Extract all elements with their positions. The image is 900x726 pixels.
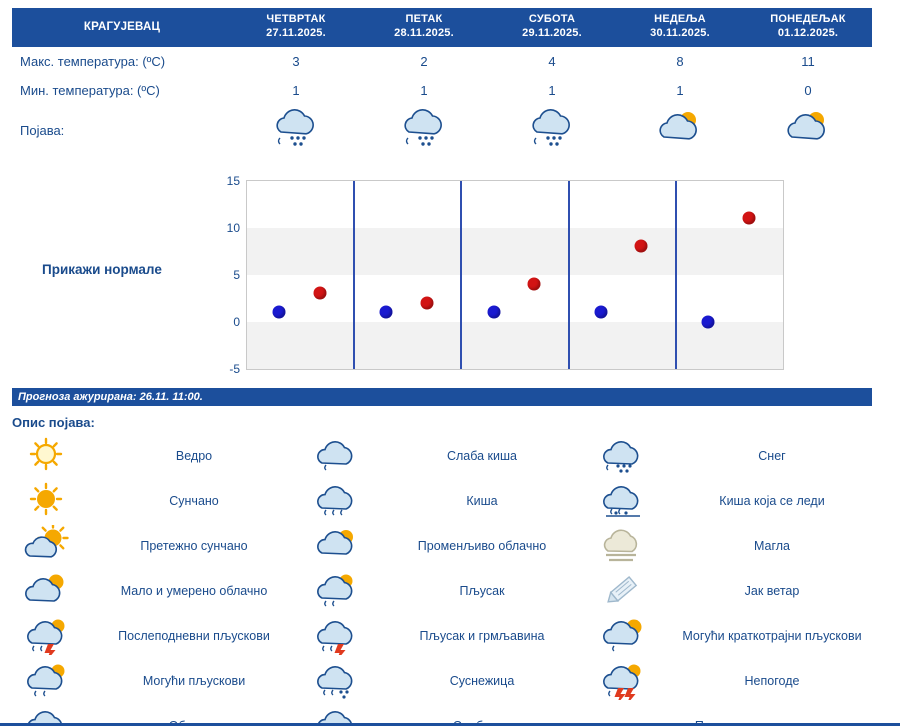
rain-icon bbox=[302, 479, 374, 524]
legend-item-label: Снег bbox=[758, 449, 786, 463]
min-temp-point bbox=[273, 306, 286, 319]
chart-day-separator bbox=[675, 181, 677, 369]
day-date-3: 30.11.2025. bbox=[650, 26, 710, 39]
legend-item-label: Послеподневни пљускови bbox=[118, 629, 270, 643]
table-header-row bbox=[12, 8, 872, 47]
day-header-1 bbox=[360, 8, 488, 47]
y-axis-tick: -5 bbox=[229, 361, 240, 376]
max-temp-1: 2 bbox=[420, 53, 428, 69]
freezing-rain-icon bbox=[588, 479, 660, 524]
clear-icon bbox=[12, 434, 84, 479]
chart-plot-area bbox=[226, 173, 784, 376]
legend-item-label: Киша која се леди bbox=[719, 494, 825, 508]
possible-showers-icon bbox=[12, 659, 84, 704]
min-temp-point bbox=[594, 306, 607, 319]
snow-icon bbox=[523, 107, 581, 151]
max-temp-label: Макс. температура: (ºC) bbox=[20, 53, 166, 69]
chart-day-separator bbox=[460, 181, 462, 369]
day-name-2: СУБОТА bbox=[528, 13, 576, 25]
phenomena-label: Појава: bbox=[20, 122, 65, 138]
sleet-icon bbox=[302, 659, 374, 704]
chart-day-separator bbox=[353, 181, 355, 369]
phenomena-cell-0 bbox=[232, 105, 360, 160]
y-axis-tick: 5 bbox=[233, 267, 240, 282]
day-header-0 bbox=[232, 8, 360, 47]
variable-cloudy-icon bbox=[302, 524, 374, 569]
fog-icon bbox=[588, 524, 660, 569]
day-date-0: 27.11.2025. bbox=[266, 26, 326, 39]
legend-item-label: Могући краткотрајни пљускови bbox=[682, 629, 862, 643]
legend-item-label: Киша bbox=[466, 494, 498, 508]
day-date-4: 01.12.2025. bbox=[777, 26, 839, 39]
storm-icon bbox=[588, 659, 660, 704]
legend-row bbox=[12, 614, 882, 659]
phenomena-cell-3 bbox=[616, 105, 744, 160]
max-temp-point bbox=[313, 287, 326, 300]
day-header-2 bbox=[488, 8, 616, 47]
max-temp-row bbox=[12, 47, 872, 76]
legend-item-label: Непогоде bbox=[744, 674, 800, 688]
partly-sunny-icon bbox=[779, 107, 837, 151]
phenomena-cell-4 bbox=[744, 105, 872, 160]
chart-band bbox=[247, 181, 783, 228]
legend-item-label: Пљусак bbox=[459, 584, 505, 598]
max-temp-0: 3 bbox=[292, 53, 300, 69]
light-rain-icon bbox=[302, 434, 374, 479]
forecast-updated-bar: Прогноза ажурирана: 26.11. 11:00. bbox=[12, 388, 872, 406]
max-temp-point bbox=[528, 277, 541, 290]
legend-row bbox=[12, 524, 882, 569]
showers-icon bbox=[302, 569, 374, 614]
min-temp-2: 1 bbox=[548, 82, 556, 98]
snow-icon bbox=[267, 107, 325, 151]
min-temp-4: 0 bbox=[804, 82, 812, 98]
phenomena-row bbox=[12, 105, 872, 160]
possible-short-showers-icon bbox=[588, 614, 660, 659]
chart-day-separator bbox=[568, 181, 570, 369]
legend-item-label: Могући пљускови bbox=[142, 674, 246, 688]
show-normals-button[interactable]: Прикажи нормале bbox=[42, 261, 162, 277]
mostly-sunny-icon bbox=[12, 524, 84, 569]
phenomena-cell-2 bbox=[488, 105, 616, 160]
day-date-1: 28.11.2025. bbox=[394, 26, 454, 39]
legend-item-label: Слаба киша bbox=[446, 449, 517, 463]
min-temp-point bbox=[380, 306, 393, 319]
min-temp-3: 1 bbox=[676, 82, 684, 98]
phenomena-cell-1 bbox=[360, 105, 488, 160]
min-temp-label: Мин. температура: (ºC) bbox=[20, 82, 160, 98]
max-temp-2: 4 bbox=[548, 53, 556, 69]
legend-item-label: Променљиво облачно bbox=[417, 539, 547, 553]
day-header-4 bbox=[744, 8, 872, 47]
day-name-4: ПОНЕДЕЉАК bbox=[770, 13, 846, 25]
legend-item-label: Пљусак и грмљавина bbox=[419, 629, 545, 643]
city-name: КРАГУЈЕВАЦ bbox=[12, 8, 232, 47]
chart-band bbox=[247, 275, 783, 322]
partly-cloudy-icon bbox=[12, 569, 84, 614]
legend-item-label: Јак ветар bbox=[744, 584, 800, 598]
max-temp-point bbox=[635, 240, 648, 253]
legend-item-label: Мало и умерено облачно bbox=[120, 584, 268, 598]
min-temp-1: 1 bbox=[420, 82, 428, 98]
max-temp-3: 8 bbox=[676, 53, 684, 69]
legend-item-label: Претежно сунчано bbox=[140, 539, 248, 553]
legend-row bbox=[12, 434, 882, 479]
y-axis-tick: 10 bbox=[226, 220, 240, 235]
min-temp-0: 1 bbox=[292, 82, 300, 98]
temperature-chart bbox=[0, 174, 900, 374]
legend-row bbox=[12, 659, 882, 704]
legend-row bbox=[12, 569, 882, 614]
legend-item-label: Сунчано bbox=[169, 494, 219, 508]
thunder-showers-icon bbox=[302, 614, 374, 659]
afternoon-showers-icon bbox=[12, 614, 84, 659]
legend bbox=[12, 434, 882, 726]
max-temp-4: 11 bbox=[801, 53, 815, 69]
y-axis-tick: 15 bbox=[226, 173, 240, 188]
min-temp-point bbox=[701, 315, 714, 328]
legend-item-label: Суснежица bbox=[449, 674, 515, 688]
day-name-3: НЕДЕЉА bbox=[654, 13, 706, 25]
min-temp-row bbox=[12, 76, 872, 105]
max-temp-point bbox=[742, 212, 755, 225]
sunny-icon bbox=[12, 479, 84, 524]
snow-icon bbox=[588, 434, 660, 479]
legend-row bbox=[12, 479, 882, 524]
legend-item-label: Ведро bbox=[175, 449, 213, 463]
day-name-0: ЧЕТВРТАК bbox=[266, 13, 326, 25]
max-temp-point bbox=[421, 296, 434, 309]
forecast-table bbox=[12, 8, 872, 160]
day-date-2: 29.11.2025. bbox=[522, 26, 582, 39]
day-header-3 bbox=[616, 8, 744, 47]
legend-item-label: Магла bbox=[753, 539, 791, 553]
strong-wind-icon bbox=[588, 569, 660, 614]
partly-sunny-icon bbox=[651, 107, 709, 151]
y-axis-tick: 0 bbox=[233, 314, 240, 329]
min-temp-point bbox=[487, 306, 500, 319]
day-name-1: ПЕТАК bbox=[405, 13, 443, 25]
snow-icon bbox=[395, 107, 453, 151]
legend-title: Опис појава: bbox=[12, 414, 95, 430]
